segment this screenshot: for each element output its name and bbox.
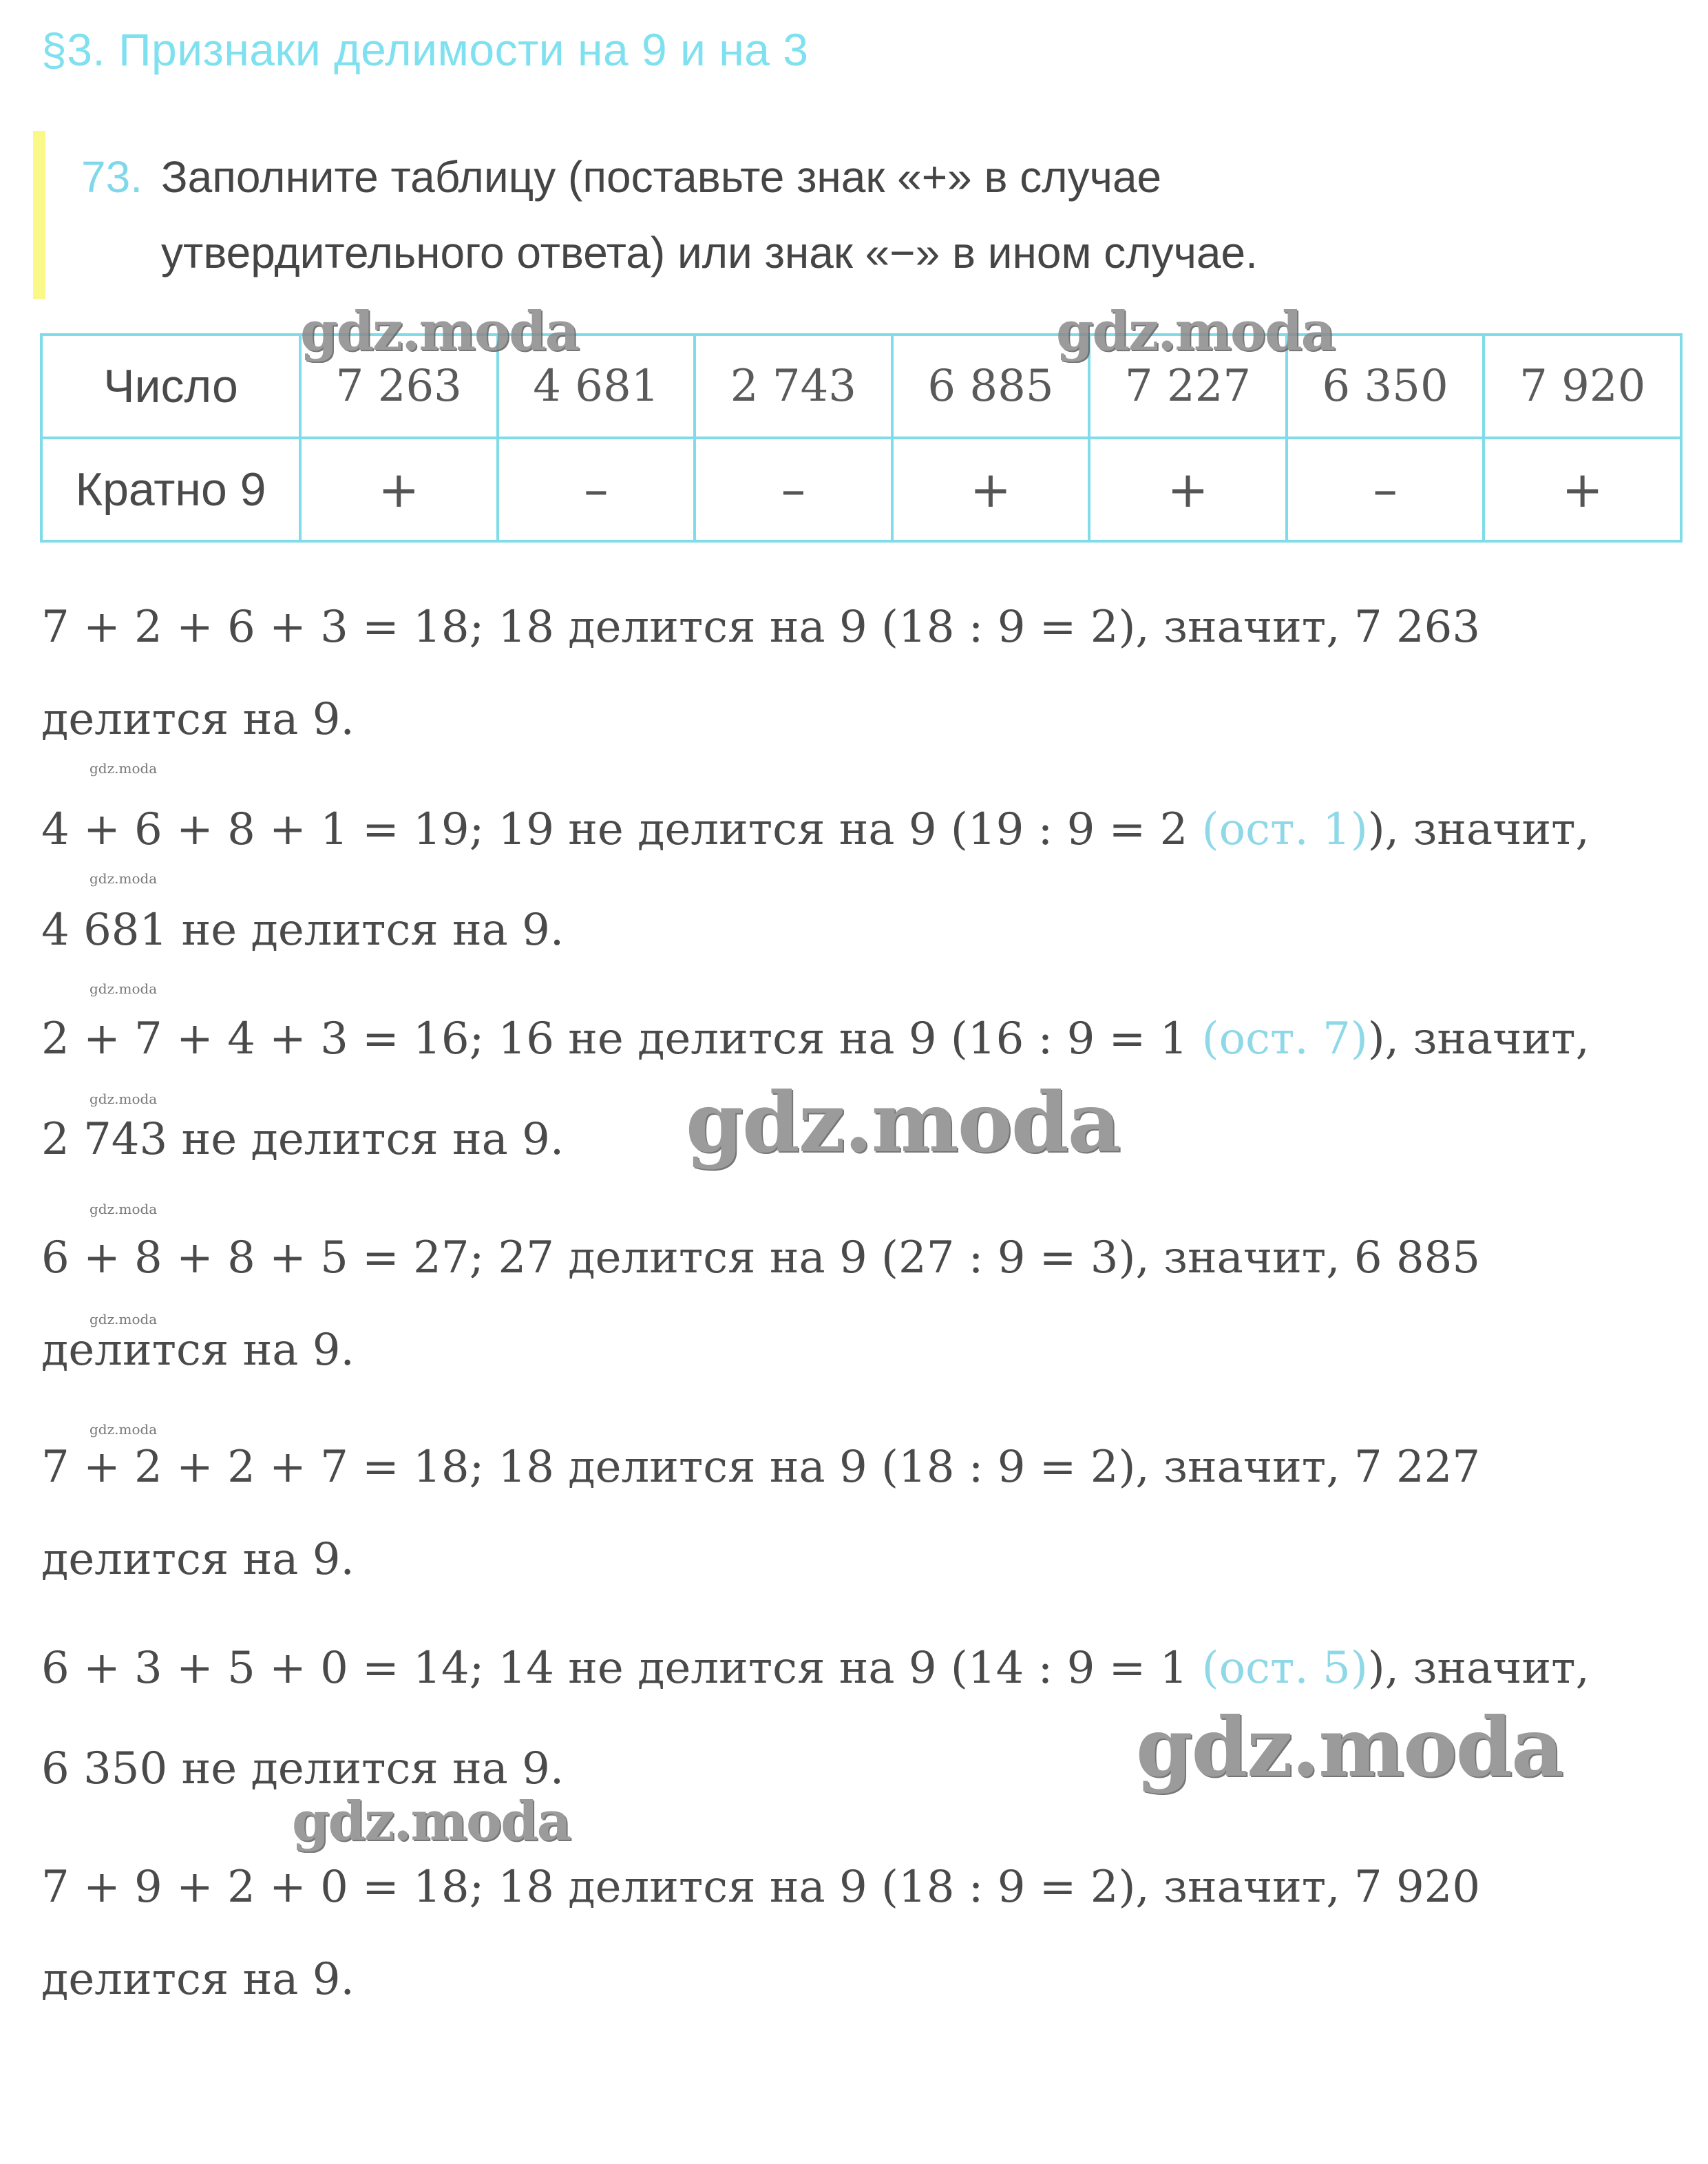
watermark-small: gdz.moda bbox=[89, 980, 158, 997]
solution-line bbox=[41, 1862, 1480, 1913]
row-header-number: Число bbox=[41, 335, 300, 438]
table-row-multiple-of-9 bbox=[41, 438, 1681, 541]
task-number: 73. bbox=[81, 152, 143, 202]
solution-tail: ), значит, bbox=[1367, 804, 1590, 855]
watermark-logo: gdz.moda bbox=[1136, 1699, 1563, 1795]
solution-text: 4 + 6 + 8 + 1 = 19; 19 не делится на 9 (19 : 9 = 2 bbox=[41, 804, 1202, 855]
solution-line bbox=[41, 602, 1480, 653]
solution-text: 7 + 9 + 2 + 0 = 18; 18 делится на 9 (18 : 9 = 2), значит, 7 920 bbox=[41, 1862, 1481, 1913]
task-highlight-bar bbox=[33, 131, 45, 299]
table-row-numbers bbox=[41, 335, 1681, 438]
solution-text: 6 + 8 + 8 + 5 = 27; 27 делится на 9 (27 : 9 = 3), значит, 6 885 bbox=[41, 1232, 1481, 1283]
remainder-text: (ост. 5) bbox=[1201, 1643, 1368, 1694]
table-cell-number: 4 681 bbox=[498, 335, 695, 438]
solution-conclusion: делится на 9. bbox=[41, 1325, 355, 1376]
solution-line bbox=[41, 1643, 1590, 1694]
watermark-small: gdz.moda bbox=[89, 1091, 158, 1107]
watermark-small: gdz.moda bbox=[89, 870, 158, 887]
row-header-multiple: Кратно 9 bbox=[41, 438, 300, 541]
solution-line bbox=[41, 1442, 1480, 1493]
solution-line bbox=[41, 1232, 1480, 1283]
watermark-logo: gdz.moda bbox=[292, 1790, 571, 1853]
solution-text: 2 + 7 + 4 + 3 = 16; 16 не делится на 9 (16 : 9 = 1 bbox=[41, 1013, 1202, 1064]
solution-text: 6 + 3 + 5 + 0 = 14; 14 не делится на 9 (14 : 9 = 1 bbox=[41, 1643, 1202, 1694]
solution-conclusion: 6 350 не делится на 9. bbox=[41, 1743, 565, 1794]
table-cell-mark: + bbox=[300, 438, 498, 541]
solution-conclusion: делится на 9. bbox=[41, 694, 355, 745]
answer-table bbox=[40, 333, 1683, 543]
table-cell-number: 6 885 bbox=[892, 335, 1090, 438]
watermark-small: gdz.moda bbox=[89, 1311, 158, 1327]
solution-conclusion: делится на 9. bbox=[41, 1534, 355, 1585]
table-cell-mark: + bbox=[1484, 438, 1681, 541]
table-cell-mark: – bbox=[498, 438, 695, 541]
table-cell-number: 7 263 bbox=[300, 335, 498, 438]
section-title: §3. Признаки делимости на 9 и на 3 bbox=[41, 24, 809, 75]
remainder-text: (ост. 7) bbox=[1201, 1013, 1368, 1064]
table-cell-number: 7 920 bbox=[1484, 335, 1681, 438]
table-cell-mark: + bbox=[1089, 438, 1287, 541]
table-cell-mark: – bbox=[695, 438, 892, 541]
table-cell-number: 6 350 bbox=[1287, 335, 1484, 438]
table-cell-number: 7 227 bbox=[1089, 335, 1287, 438]
remainder-text: (ост. 1) bbox=[1201, 804, 1368, 855]
solution-conclusion: делится на 9. bbox=[41, 1954, 355, 2005]
solution-conclusion: 2 743 не делится на 9. bbox=[41, 1114, 565, 1165]
solution-tail: ), значит, bbox=[1367, 1643, 1590, 1694]
watermark-small: gdz.moda bbox=[89, 1421, 158, 1438]
watermark-logo: gdz.moda bbox=[300, 300, 579, 363]
watermark-small: gdz.moda bbox=[89, 760, 158, 777]
task-text-line-1: Заполните таблицу (поставьте знак «+» в случае bbox=[161, 152, 1162, 202]
solution-text: 7 + 2 + 2 + 7 = 18; 18 делится на 9 (18 : 9 = 2), значит, 7 227 bbox=[41, 1442, 1481, 1493]
table-cell-mark: – bbox=[1287, 438, 1484, 541]
solution-conclusion: 4 681 не делится на 9. bbox=[41, 905, 565, 956]
solution-line bbox=[41, 804, 1590, 855]
table-cell-number: 2 743 bbox=[695, 335, 892, 438]
watermark-logo: gdz.moda bbox=[686, 1074, 1120, 1171]
solution-tail: ), значит, bbox=[1367, 1013, 1590, 1064]
solution-line bbox=[41, 1013, 1590, 1064]
solution-text: 7 + 2 + 6 + 3 = 18; 18 делится на 9 (18 : 9 = 2), значит, 7 263 bbox=[41, 602, 1481, 653]
task-text-line-2: утвердительного ответа) или знак «−» в ином случае. bbox=[161, 228, 1258, 277]
watermark-logo: gdz.moda bbox=[1056, 300, 1335, 363]
watermark-small: gdz.moda bbox=[89, 1201, 158, 1217]
table-cell-mark: + bbox=[892, 438, 1090, 541]
